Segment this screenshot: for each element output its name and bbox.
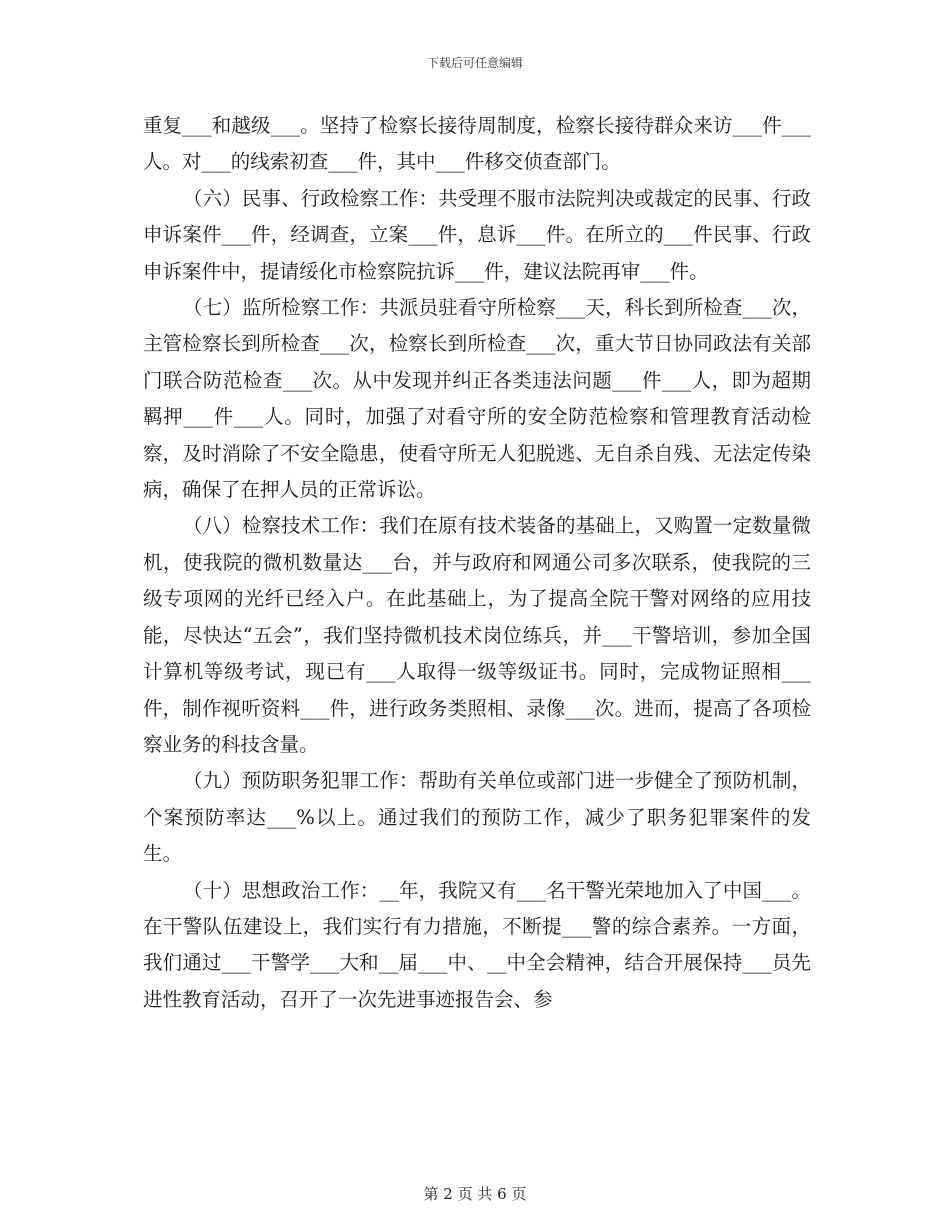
paragraph-civil-administrative: （六）民事、行政检察工作：共受理不服市法院判决或裁定的民事、行政申诉案件___件，经调查，立案___件，息诉___件。在所立的___件民事、行政申诉案件中，提请绥化市检察院抗诉___件，建议法院再审___件。	[143, 186, 811, 283]
paragraph-continued: 重复___和越级___。坚持了检察长接待周制度，检察长接待群众来访___件___人。对___的线索初查___件，其中___件移交侦查部门。	[143, 114, 811, 174]
paragraph-procuratorial-technology: （八）检察技术工作：我们在原有技术装备的基础上，又购置一定数量微机，使我院的微机数量达___台，并与政府和网通公司多次联系，使我院的三级专项网的光纤已经入户。在此基础上，为了提高全院干警对网络的应用技能，尽快达“五会”，我们坚持微机技术岗位练兵，并___干警培训，参加全国计算机等级考试，现已有___人取得一级等级证书。同时，完成物证照相___件，制作视听资料___件，进行政务类照相、录像___次。进而，提高了各项检察业务的科技含量。	[143, 514, 811, 756]
page-header: 下载后可任意编辑	[426, 56, 523, 70]
document-body	[143, 108, 811, 1018]
paragraph-crime-prevention: （九）预防职务犯罪工作：帮助有关单位或部门进一步健全了预防机制，个案预防率达___%以上。通过我们的预防工作，减少了职务犯罪案件的发生。	[143, 769, 811, 866]
page-footer: 第 2 页 共 6 页	[423, 1185, 527, 1203]
paragraph-detention-supervision: （七）监所检察工作：共派员驻看守所检察___天，科长到所检查___次，主管检察长到所检查___次，检察长到所检查___次，重大节日协同政法有关部门联合防范检查___次。从中发现并纠正各类违法问题___件___人，即为超期羁押___件___人。同时，加强了对看守所的安全防范检察和管理教育活动检察，及时消除了不安全隐患，使看守所无人犯脱逃、无自杀自残、无法定传染病，确保了在押人员的正常诉讼。	[143, 296, 811, 502]
paragraph-political-work: （十）思想政治工作：__年，我院又有___名干警光荣地加入了中国___。在干警队伍建设上，我们实行有力措施，不断提___警的综合素养。一方面，我们通过___干警学___大和__届___中、__中全会精神，结合开展保持___员先进性教育活动，召开了一次先进事迹报告会、参	[143, 878, 811, 1011]
